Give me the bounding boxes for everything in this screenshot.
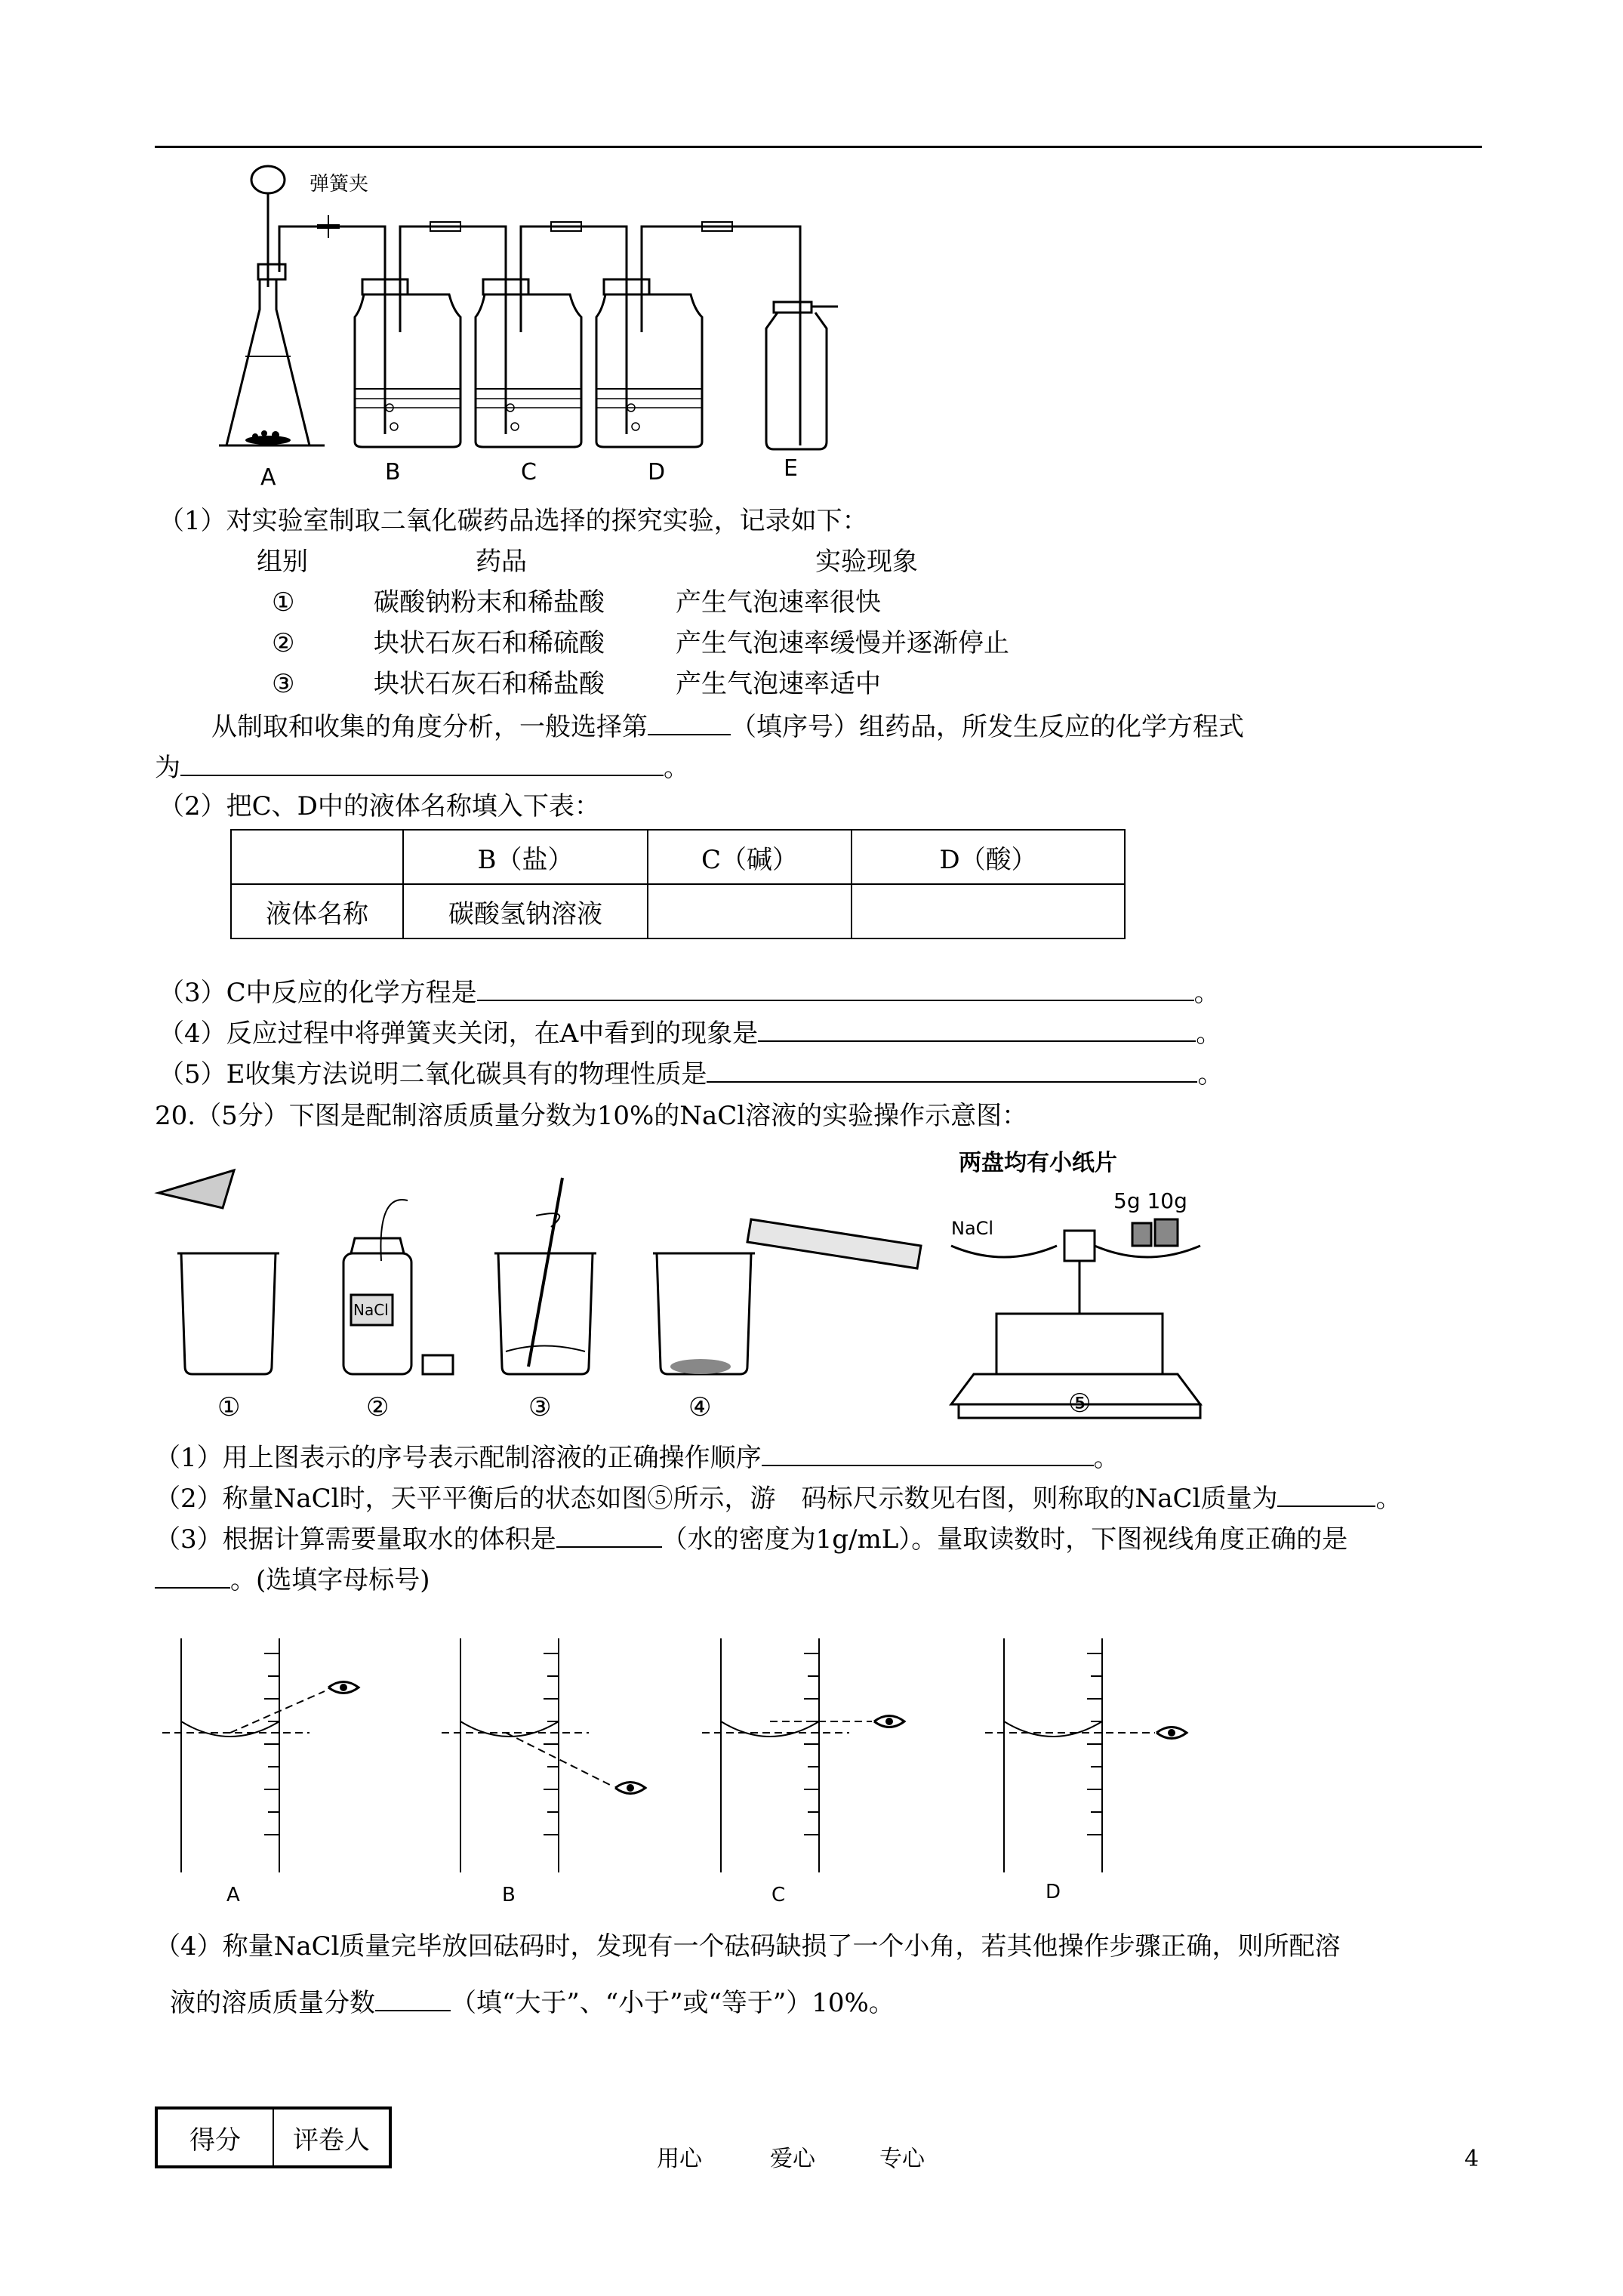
step-label-1: ① bbox=[217, 1392, 241, 1422]
q19-row-drug: 块状石灰石和稀盐酸 bbox=[374, 669, 605, 699]
page-number: 4 bbox=[1464, 2146, 1480, 2172]
solution-preparation-figure bbox=[151, 1148, 1238, 1427]
view-label-c: C bbox=[771, 1884, 786, 1906]
q20-part2-end: 。 bbox=[1375, 1484, 1402, 1514]
answer-blank-view[interactable] bbox=[155, 1564, 230, 1589]
score-label: 得分 bbox=[156, 2108, 273, 2167]
answer-blank-volume[interactable] bbox=[556, 1524, 662, 1548]
score-box bbox=[155, 2106, 392, 2168]
cylinder-reading-figure bbox=[159, 1623, 1215, 1910]
clamp-label: 弹簧夹 bbox=[310, 173, 369, 196]
q20-part3-label-a: （3）根据计算需要量取水的体积是 bbox=[155, 1524, 556, 1555]
q19-part1-question-a: 从制取和收集的角度分析，一般选择第 bbox=[211, 712, 648, 742]
q19-part4-label: （4）反应过程中将弹簧夹关闭，在A中看到的现象是 bbox=[159, 1019, 759, 1049]
q19-row-drug: 碳酸钠粉末和稀盐酸 bbox=[374, 587, 605, 618]
answer-blank-a-phenomenon[interactable] bbox=[758, 1018, 1196, 1042]
q19-part1-question-c: 为 bbox=[155, 753, 180, 783]
co2-apparatus-figure bbox=[204, 159, 845, 491]
apparatus-label-e: E bbox=[784, 455, 798, 482]
q19-part1-end: 。 bbox=[664, 753, 689, 783]
q19-part5-label: （5）E收集方法说明二氧化碳具有的物理性质是 bbox=[159, 1059, 707, 1089]
q19-row-drug: 块状石灰石和稀硫酸 bbox=[374, 628, 605, 658]
q20-part3 bbox=[155, 1524, 1347, 1555]
table-cell-c-input[interactable] bbox=[648, 884, 852, 938]
q19-header-drug: 药品 bbox=[476, 547, 527, 577]
apparatus-label-c: C bbox=[521, 459, 537, 485]
liquid-name-table bbox=[230, 829, 1126, 939]
q19-row-phenomenon: 产生气泡速率缓慢并逐渐停止 bbox=[676, 628, 1009, 658]
q19-part1-intro: （1）对实验室制取二氧化碳药品选择的探究实验，记录如下： bbox=[159, 506, 868, 536]
q20-part3-label-c: 。(选填字母标号) bbox=[230, 1565, 430, 1595]
q19-part1-question-b: （填序号）组药品，所发生反应的化学方程式 bbox=[731, 712, 1244, 742]
q20-title: 20.（5分）下图是配制溶质质量分数为10%的NaCl溶液的实验操作示意图： bbox=[155, 1101, 1028, 1131]
q19-part5 bbox=[159, 1059, 1223, 1089]
apparatus-label-a: A bbox=[260, 464, 276, 491]
table-header-c: C（碱） bbox=[648, 830, 852, 884]
answer-blank-physical-property[interactable] bbox=[707, 1059, 1197, 1083]
step-label-3: ③ bbox=[528, 1392, 552, 1422]
q19-part5-end: 。 bbox=[1197, 1059, 1224, 1089]
answer-blank-order[interactable] bbox=[762, 1442, 1094, 1466]
q20-part1-end: 。 bbox=[1093, 1443, 1119, 1473]
q19-part4-end: 。 bbox=[1196, 1019, 1222, 1049]
view-label-d: D bbox=[1046, 1881, 1061, 1903]
q20-part1 bbox=[155, 1442, 1119, 1473]
q19-row-phenomenon: 产生气泡速率适中 bbox=[676, 669, 881, 699]
step-label-2: ② bbox=[366, 1392, 390, 1422]
footer-motto-1: 用心 bbox=[657, 2146, 702, 2172]
jar-nacl-label: NaCl bbox=[353, 1301, 389, 1319]
table-header-b: B（盐） bbox=[403, 830, 648, 884]
q20-part1-label: （1）用上图表示的序号表示配制溶液的正确操作顺序 bbox=[155, 1443, 762, 1473]
answer-blank-mass[interactable] bbox=[1277, 1483, 1375, 1507]
q20-part4-label-b: 液的溶质质量分数 bbox=[170, 1988, 375, 2018]
step-label-4: ④ bbox=[688, 1392, 712, 1422]
view-label-a: A bbox=[226, 1884, 240, 1906]
view-label-b: B bbox=[502, 1884, 516, 1906]
q19-part3-end: 。 bbox=[1193, 978, 1220, 1008]
q19-part1-question bbox=[211, 711, 1244, 742]
q19-row-no: ① bbox=[272, 587, 295, 618]
answer-blank-c-equation[interactable] bbox=[477, 977, 1194, 1001]
answer-blank-equation[interactable] bbox=[180, 752, 664, 776]
q20-part4-line2 bbox=[170, 1987, 895, 2018]
q20-part3-line2 bbox=[155, 1564, 430, 1595]
balance-nacl-label: NaCl bbox=[951, 1218, 994, 1239]
table-cell-d-input[interactable] bbox=[852, 884, 1125, 938]
step-label-5: ⑤ bbox=[1068, 1388, 1092, 1419]
table-header-d: D（酸） bbox=[852, 830, 1125, 884]
weights-label: 5g 10g bbox=[1113, 1188, 1187, 1213]
apparatus-label-d: D bbox=[648, 459, 666, 485]
table-cell-b: 碳酸氢钠溶液 bbox=[403, 884, 648, 938]
footer-motto-2: 爱心 bbox=[770, 2146, 815, 2172]
table-row-label: 液体名称 bbox=[231, 884, 403, 938]
q20-part4-label-c: （填“大于”、“小于”或“等于”）10%。 bbox=[451, 1988, 895, 2018]
answer-blank-group-no[interactable] bbox=[648, 711, 731, 735]
q19-part4 bbox=[159, 1018, 1221, 1049]
q19-part1-equation bbox=[155, 752, 689, 783]
q20-part2-label: （2）称量NaCl时，天平平衡后的状态如图⑤所示，游 码标尺示数见右图，则称取的NaCl质量为 bbox=[155, 1484, 1278, 1514]
q20-part2 bbox=[155, 1483, 1401, 1514]
grader-label: 评卷人 bbox=[273, 2108, 390, 2167]
q19-row-no: ② bbox=[272, 628, 295, 658]
q20-part3-label-b: （水的密度为1g/mL）。量取读数时，下图视线角度正确的是 bbox=[661, 1524, 1348, 1555]
q19-part2-intro: （2）把C、D中的液体名称填入下表： bbox=[159, 791, 600, 821]
q19-part3 bbox=[159, 977, 1220, 1008]
apparatus-label-b: B bbox=[385, 459, 401, 485]
table-corner-cell bbox=[231, 830, 403, 884]
header-rule bbox=[155, 146, 1482, 148]
q19-header-group: 组别 bbox=[257, 547, 308, 577]
fig-caption: 两盘均有小纸片 bbox=[959, 1150, 1117, 1176]
q20-part4-line1: （4）称量NaCl质量完毕放回砝码时，发现有一个砝码缺损了一个小角，若其他操作步骤正确，则所配溶 bbox=[155, 1931, 1341, 1962]
q19-row-phenomenon: 产生气泡速率很快 bbox=[676, 587, 881, 618]
answer-blank-compare[interactable] bbox=[375, 1987, 451, 2011]
q19-part3-label: （3）C中反应的化学方程是 bbox=[159, 978, 477, 1008]
q19-row-no: ③ bbox=[272, 669, 295, 699]
q19-header-phenomenon: 实验现象 bbox=[815, 547, 918, 577]
footer-motto-3: 专心 bbox=[879, 2146, 925, 2172]
